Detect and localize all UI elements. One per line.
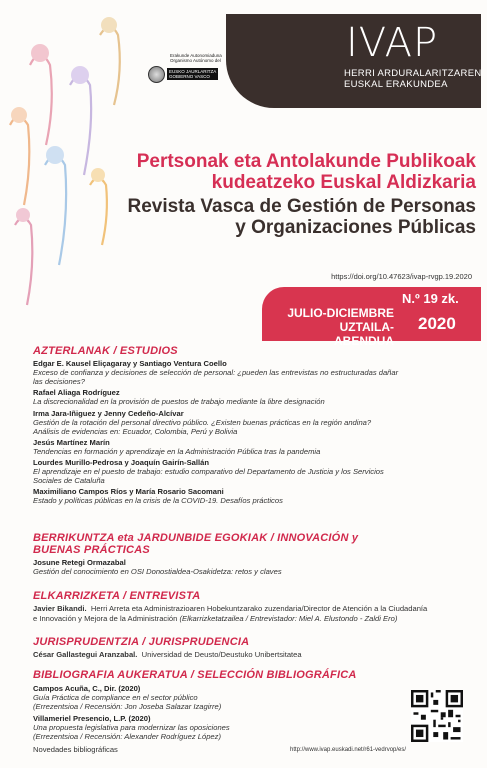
issue-number: N.º 19 zk. (402, 291, 459, 306)
gov-badge-line1: EUSKO JAURLARITZA (169, 69, 217, 74)
book-review: (Errezentsioa / Recensión: Jon Joseba Salazar Izagirre) (33, 702, 222, 711)
interview-name: Javier Bikandi. (33, 604, 87, 613)
book-title: Guía Práctica de compliance en el sector público (33, 693, 198, 702)
article-item (33, 409, 478, 436)
gov-caption (170, 53, 222, 63)
article-author: Rafael Aliaga Rodríguez (33, 388, 120, 397)
issue-period-line1: JULIO-DICIEMBRE (287, 306, 394, 320)
section-title-estudios: AZTERLANAK / ESTUDIOS (33, 345, 178, 357)
jurisprudence-author: César Gallastegui Aranzabal. (33, 650, 138, 659)
interview-item (33, 604, 478, 624)
article-title-cont: Análisis de evidencias en: Ecuador, Colombia, Perú y Bolivia (33, 427, 238, 436)
issue-year: 2020 (418, 314, 456, 333)
book-author: Villameriel Presencio, L.P. (2020) (33, 714, 151, 723)
article-author: Irma Jara-Iñiguez y Jenny Cedeño-Alcívar (33, 409, 184, 418)
article-title-cont: las decisiones? (33, 377, 85, 386)
section-entrevista (33, 590, 478, 624)
footer-url[interactable]: http://www.ivap.euskadi.net/r61-vedrvop/es/ (290, 747, 407, 753)
section-title-jurisprudencia: JURISPRUDENTZIA / JURISPRUDENCIA (33, 636, 250, 648)
section-jurisprudencia (33, 636, 478, 660)
article-title: Exceso de confianza y decisiones de selección de personal: ¿pueden las entrevistas no estructuradas dañar (33, 368, 399, 377)
ivap-subtitle-line1: HERRI ARDURALARITZAREN (344, 68, 482, 79)
section-title-bibliografia: BIBLIOGRAFIA AUKERATUA / SELECCIÓN BIBLIOGRÁFICA (33, 669, 357, 681)
novedades-label: Novedades bibliográficas (33, 745, 118, 754)
article-author: Jesús Martínez Marín (33, 438, 110, 447)
gov-badge-line2: GOBIERNO VASCO (169, 74, 210, 79)
section-title-innovacion: BERRIKUNTZA eta JARDUNBIDE EGOKIAK / INNOVACIÓN y (33, 532, 359, 544)
section-title-entrevista: ELKARRIZKETA / ENTREVISTA (33, 590, 201, 602)
book-title: Una propuesta legislativa para modernizar las oposiciones (33, 723, 230, 732)
gov-badge (167, 68, 218, 80)
title-spanish-line1: Revista Vasca de Gestión de Personas (127, 196, 476, 217)
ivap-subtitle (344, 68, 482, 90)
article-title: La discrecionalidad en la provisión de puestos de trabajo mediante la libre designación (33, 397, 325, 406)
section-innovacion (33, 532, 478, 576)
article-item (33, 487, 478, 505)
title-spanish (96, 196, 476, 238)
ivap-logo: IVAP (346, 20, 439, 66)
jurisprudence-item (33, 650, 478, 660)
article-author: Edgar E. Kausel Eliçagaray y Santiago Ventura Coello (33, 359, 227, 368)
issue-period (284, 306, 394, 348)
gov-seal-icon (148, 66, 165, 83)
gov-caption-line1: Erakunde Autonomiadunа (170, 53, 222, 58)
article-item (33, 359, 478, 386)
article-title: El aprendizaje en el puesto de trabajo: estudio comparativo del Departamento de Justicia y los Servicios (33, 467, 384, 476)
article-author: Josune Retegi Ormazabal (33, 558, 126, 567)
book-author: Campos Acuña, C., Dir. (2020) (33, 684, 141, 693)
article-title: Gestión del conocimiento en OSI Donostialdea-Osakidetza: retos y claves (33, 567, 282, 576)
issue-period-line2: UZTAILA-ABENDUA (334, 320, 394, 348)
qr-code-icon[interactable] (411, 690, 463, 742)
gov-caption-line2: Organismo Autónomo del (170, 58, 221, 63)
book-review: (Errezentsioa / Recensión: Alexander Rodríguez López) (33, 732, 221, 741)
article-title: Tendencias en formación y aprendizaje en la Administración Pública tras la pandemia (33, 447, 321, 456)
title-spanish-line2: y Organizaciones Públicas (235, 217, 476, 238)
article-title: Estado y políticas públicas en la crisis de la COVID-19. Desafíos prácticos (33, 496, 283, 505)
doi-link[interactable]: https://doi.org/10.47623/ivap-rvgp.19.2020 (331, 272, 472, 281)
article-item (33, 388, 478, 406)
jurisprudence-affiliation: Universidad de Deusto/Deustuko Unibertsitatea (141, 650, 302, 659)
interview-role: Herri Arreta eta Administrazioaren Hobekuntzarako zuzendaria/Director de Atención a la Ciudadanía (90, 604, 428, 613)
interview-role-cont: e Innovación y Mejora de la Administración (33, 614, 178, 623)
section-title-innovacion-cont: BUENAS PRÁCTICAS (33, 544, 150, 556)
article-title-cont: Sociales de Cataluña (33, 476, 105, 485)
title-basque (96, 151, 476, 193)
article-item (33, 438, 478, 456)
title-basque-line1: Pertsonak eta Antolakunde Publikoak (136, 151, 476, 172)
title-basque-line2: kudeatzeko Euskal Aldizkaria (211, 172, 476, 193)
article-author: Lourdes Murillo-Pedrosa y Joaquín Gairín-Sallán (33, 458, 209, 467)
ivap-subtitle-line2: EUSKAL ERAKUNDEA (344, 79, 448, 90)
interview-interviewer: (Elkarrizketatzailea / Entrevistador: Miel A. Elustondo - Zaldi Ero) (179, 614, 398, 623)
article-item (33, 458, 478, 485)
article-author: Maximiliano Campos Ríos y María Rosario Sacomani (33, 487, 224, 496)
article-title: Gestión de la rotación del personal directivo público. ¿Existen buenas prácticas en la región andina? (33, 418, 372, 427)
section-estudios (33, 345, 478, 505)
